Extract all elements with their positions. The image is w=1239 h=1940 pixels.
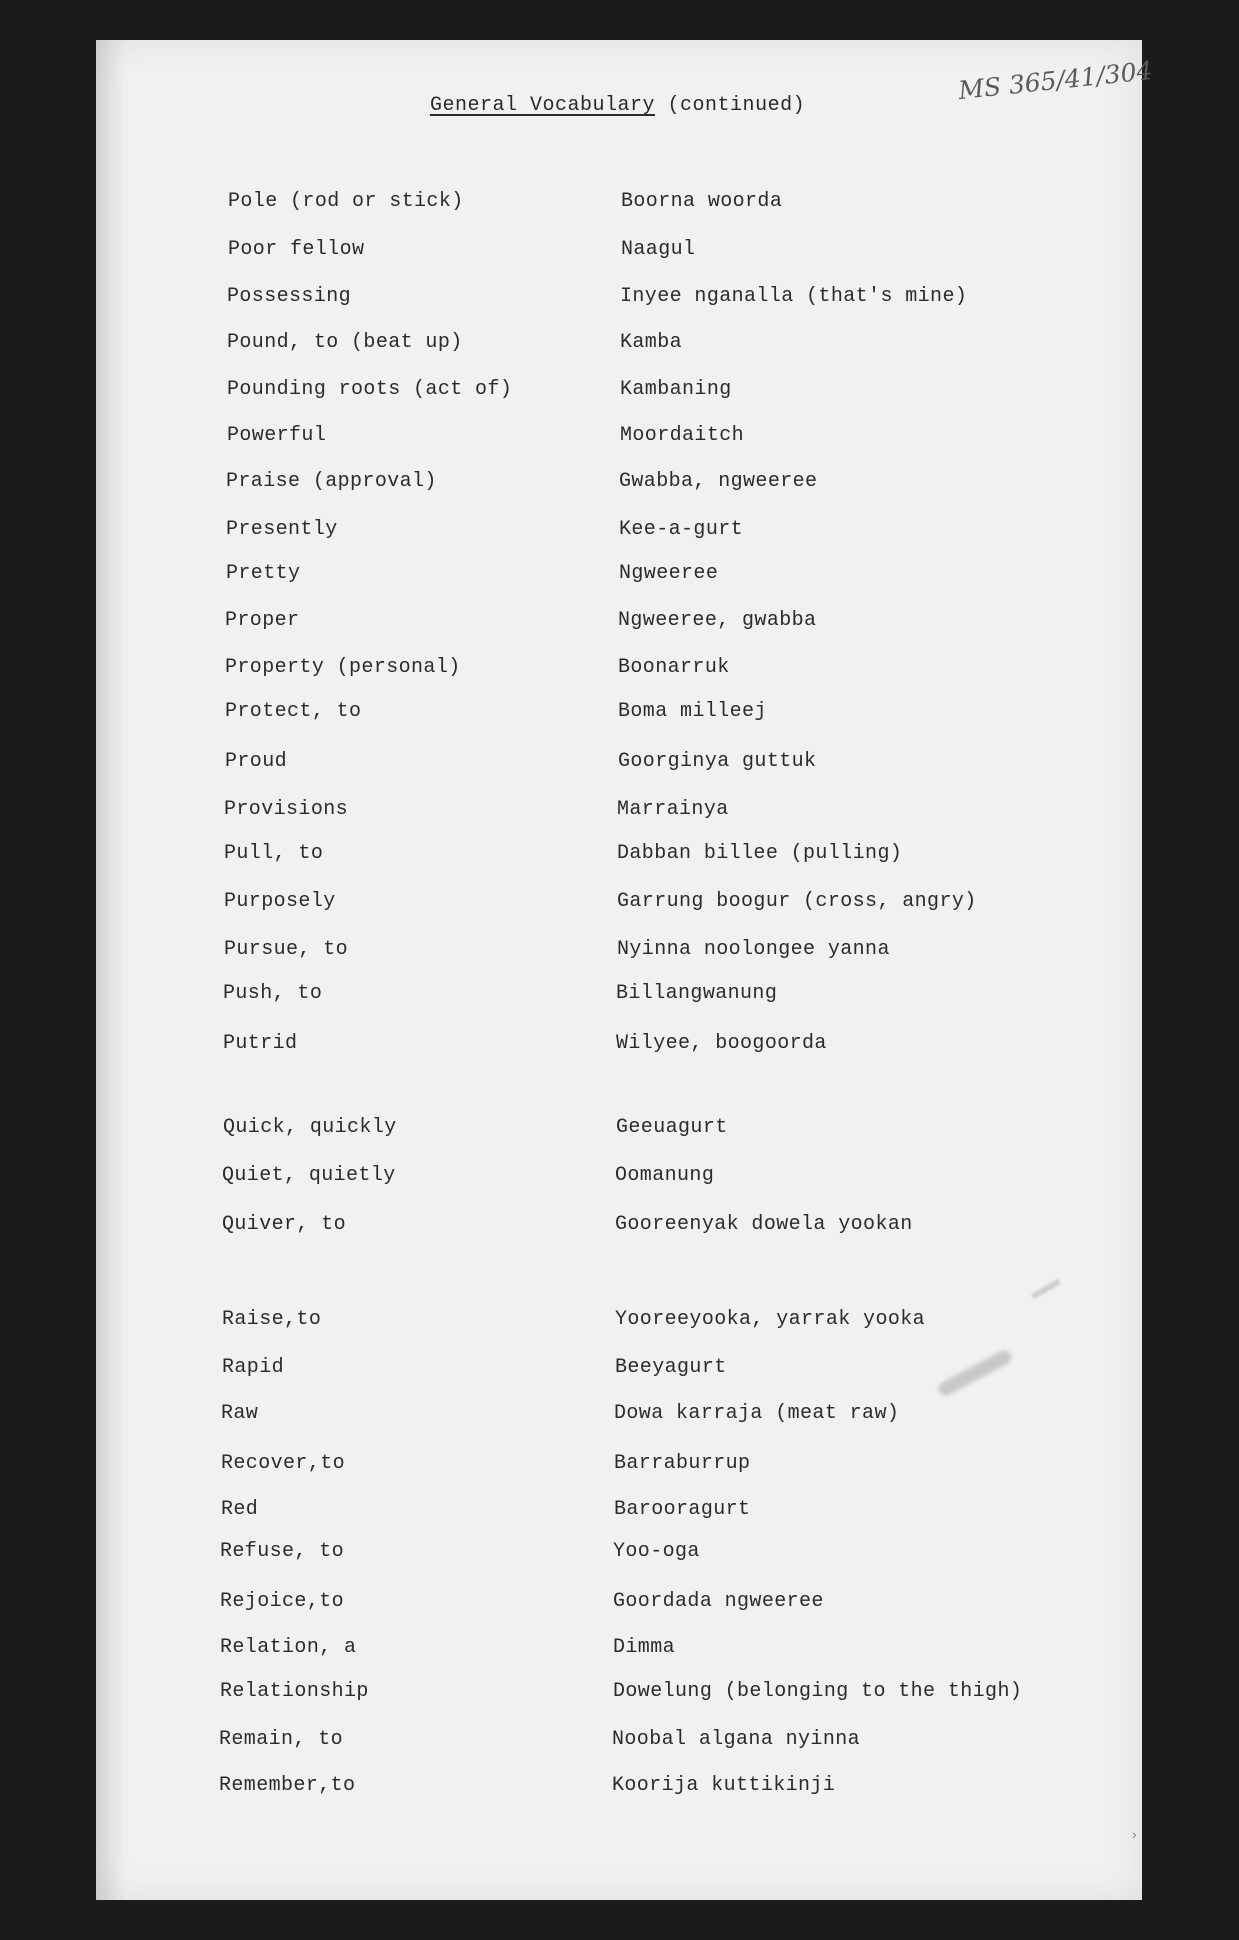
noongar-translation: Yooreeyooka, yarrak yooka [615,1308,926,1331]
english-term: Refuse, to [220,1540,345,1563]
noongar-translation: Yoo-oga [613,1540,700,1563]
noongar-translation: Gooreenyak dowela yookan [615,1213,913,1236]
vocabulary-entry [0,750,1239,780]
vocabulary-entry [0,331,1239,361]
noongar-translation: Garrung boogur (cross, angry) [617,890,977,913]
vocabulary-entry [0,1032,1239,1062]
english-term: Relation, a [220,1636,357,1659]
vocabulary-entry [0,1452,1239,1482]
noongar-translation: Noobal algana nyinna [612,1728,861,1751]
english-term: Powerful [227,424,327,447]
vocabulary-entry [0,470,1239,500]
vocabulary-entry [0,1680,1239,1710]
vocabulary-entry [0,1590,1239,1620]
english-term: Red [221,1498,259,1521]
vocabulary-entry [0,656,1239,686]
noongar-translation: Barooragurt [614,1498,751,1521]
noongar-translation: Kee-a-gurt [619,518,744,541]
english-term: Pounding roots (act of) [227,378,513,401]
noongar-translation: Geeuagurt [616,1116,728,1139]
vocabulary-entry [0,1498,1239,1528]
edge-mark: › [1130,1828,1139,1844]
english-term: Quiet, quietly [222,1164,396,1187]
english-term: Presently [226,518,338,541]
english-term: Quick, quickly [223,1116,397,1139]
vocabulary-entry [0,609,1239,639]
english-term: Pound, to (beat up) [227,331,463,354]
vocabulary-entry [0,1116,1239,1146]
vocabulary-entry [0,1213,1239,1243]
vocabulary-entry [0,890,1239,920]
noongar-translation: Boorna woorda [621,190,783,213]
noongar-translation: Ngweeree, gwabba [618,609,817,632]
noongar-translation: Dowelung (belonging to the thigh) [613,1680,1023,1703]
english-term: Relationship [220,1680,369,1703]
noongar-translation: Kambaning [620,378,732,401]
vocabulary-entry [0,562,1239,592]
noongar-translation: Beeyagurt [615,1356,727,1379]
english-term: Proud [225,750,288,773]
english-term: Purposely [224,890,336,913]
noongar-translation: Gwabba, ngweeree [619,470,818,493]
noongar-translation: Kamba [620,331,683,354]
vocabulary-entry [0,1164,1239,1194]
noongar-translation: Naagul [621,238,696,261]
vocabulary-entry [0,424,1239,454]
noongar-translation: Wilyee, boogoorda [616,1032,827,1055]
english-term: Pull, to [224,842,324,865]
vocabulary-entry [0,1636,1239,1666]
noongar-translation: Dabban billee (pulling) [617,842,903,865]
noongar-translation: Goorginya guttuk [618,750,817,773]
noongar-translation: Nyinna noolongee yanna [617,938,890,961]
english-term: Remember,to [219,1774,356,1797]
vocabulary-entry [0,190,1239,220]
noongar-translation: Goordada ngweeree [613,1590,824,1613]
page-title [430,94,805,117]
document-page [96,40,1142,1900]
noongar-translation: Dimma [613,1636,676,1659]
english-term: Possessing [227,285,352,308]
title-suffix: (continued) [655,94,806,117]
english-term: Pursue, to [224,938,349,961]
vocabulary-entry [0,982,1239,1012]
vocabulary-entry [0,1540,1239,1570]
english-term: Recover,to [221,1452,346,1475]
vocabulary-entry [0,842,1239,872]
vocabulary-entry [0,518,1239,548]
english-term: Raise,to [222,1308,322,1331]
title-main: General Vocabulary [430,94,656,117]
english-term: Property (personal) [225,656,461,679]
vocabulary-entry [0,798,1239,828]
noongar-translation: Boonarruk [618,656,730,679]
vocabulary-entry [0,1356,1239,1386]
english-term: Rapid [222,1356,285,1379]
noongar-translation: Dowa karraja (meat raw) [614,1402,900,1425]
vocabulary-entry [0,238,1239,268]
noongar-translation: Billangwanung [616,982,778,1005]
vocabulary-entry [0,1774,1239,1804]
vocabulary-entry [0,938,1239,968]
vocabulary-entry [0,1402,1239,1432]
archive-reference: MS 365/41/304 [957,55,1154,106]
vocabulary-entry [0,1728,1239,1758]
noongar-translation: Barraburrup [614,1452,751,1475]
english-term: Remain, to [219,1728,344,1751]
english-term: Proper [225,609,300,632]
noongar-translation: Marrainya [617,798,729,821]
english-term: Push, to [223,982,323,1005]
vocabulary-entry [0,285,1239,315]
english-term: Raw [221,1402,259,1425]
noongar-translation: Moordaitch [620,424,745,447]
english-term: Pole (rod or stick) [228,190,464,213]
english-term: Poor fellow [228,238,365,261]
english-term: Quiver, to [222,1213,347,1236]
vocabulary-entry [0,378,1239,408]
noongar-translation: Koorija kuttikinji [612,1774,836,1797]
noongar-translation: Boma milleej [618,700,767,723]
english-term: Provisions [224,798,349,821]
english-term: Protect, to [225,700,362,723]
noongar-translation: Oomanung [615,1164,715,1187]
english-term: Rejoice,to [220,1590,345,1613]
english-term: Praise (approval) [226,470,437,493]
english-term: Putrid [223,1032,298,1055]
vocabulary-entry [0,1308,1239,1338]
noongar-translation: Ngweeree [619,562,719,585]
english-term: Pretty [226,562,301,585]
noongar-translation: Inyee nganalla (that's mine) [620,285,968,308]
vocabulary-entry [0,700,1239,730]
